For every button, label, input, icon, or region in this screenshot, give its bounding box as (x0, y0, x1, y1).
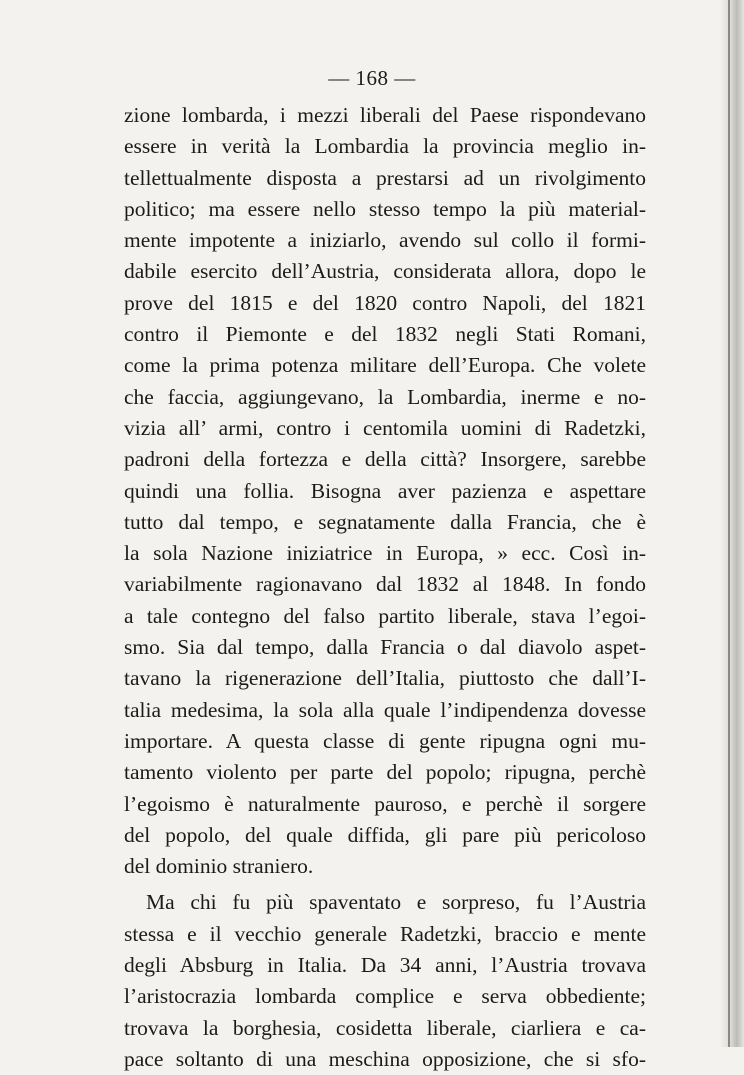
text-line: smo. Sia dal tempo, dalla Francia o dal diavolo aspet- (124, 635, 646, 660)
text-line: dabile esercito dell’Austria, considerata allora, dopo le (124, 259, 646, 284)
text-line: a tale contegno del falso partito liberale, stava l’egoi- (124, 603, 646, 628)
text-line: tavano la rigenerazione dell’Italia, piuttosto che dall’I- (124, 666, 646, 691)
text-line: zione lombarda, i mezzi liberali del Paese rispondevano (124, 103, 646, 127)
text-line: del dominio straniero. (124, 854, 314, 879)
text-line: essere in verità la Lombardia la provincia meglio in- (124, 134, 646, 159)
text-line: tellettualmente disposta a prestarsi ad un rivolgimento (124, 165, 646, 190)
text-line: vizia all’ armi, contro i centomila uomini di Radetzki, (124, 415, 646, 440)
text-line: tutto dal tempo, e segnatamente dalla Francia, che è (124, 509, 646, 534)
text-line: l’egoismo è naturalmente pauroso, e perchè il sorgere (124, 791, 646, 816)
text-line: tamento violento per parte del popolo; ripugna, perchè (124, 760, 646, 785)
paragraph-1 (124, 100, 646, 882)
text-line: del popolo, del quale diffida, gli pare più pericoloso (124, 822, 646, 847)
body-text (124, 100, 646, 1075)
text-line: talia medesima, la sola alla quale l’indipendenza dovesse (124, 697, 646, 722)
text-line: pace soltanto di una meschina opposizione, che si sfo- (124, 1046, 646, 1071)
text-line: la sola Nazione iniziatrice in Europa, » ecc. Così in- (124, 541, 646, 566)
page-number: — 168 — (328, 66, 416, 90)
page-edge-shadow (720, 0, 744, 1047)
text-line: quindi una follia. Bisogna aver pazienza e aspettare (124, 478, 646, 503)
text-line: Ma chi fu più spaventato e sorpreso, fu l’Austria (146, 890, 646, 915)
page-edge-line (728, 0, 730, 1047)
text-line: l’aristocrazia lombarda complice e serva obbediente; (124, 984, 646, 1009)
text-line: come la prima potenza militare dell’Europa. Che volete (124, 353, 646, 378)
text-line: contro il Piemonte e del 1832 negli Stati Romani, (124, 322, 646, 347)
text-line: politico; ma essere nello stesso tempo la più material- (124, 196, 646, 221)
text-line: importare. A questa classe di gente ripugna ogni mu- (124, 728, 646, 753)
text-line: che faccia, aggiungevano, la Lombardia, inerme e no- (124, 384, 646, 409)
text-line: padroni della fortezza e della città? Insorgere, sarebbe (124, 447, 646, 472)
text-line: trovava la borghesia, cosidetta liberale, ciarliera e ca- (124, 1015, 646, 1040)
text-line: prove del 1815 e del 1820 contro Napoli, del 1821 (124, 290, 646, 315)
text-line: degli Absburg in Italia. Da 34 anni, l’Austria trovava (124, 953, 646, 978)
text-line: stessa e il vecchio generale Radetzki, braccio e mente (124, 921, 646, 946)
text-line: mente impotente a iniziarlo, avendo sul collo il formi- (124, 228, 646, 253)
text-line: variabilmente ragionavano dal 1832 al 1848. In fondo (124, 572, 646, 597)
